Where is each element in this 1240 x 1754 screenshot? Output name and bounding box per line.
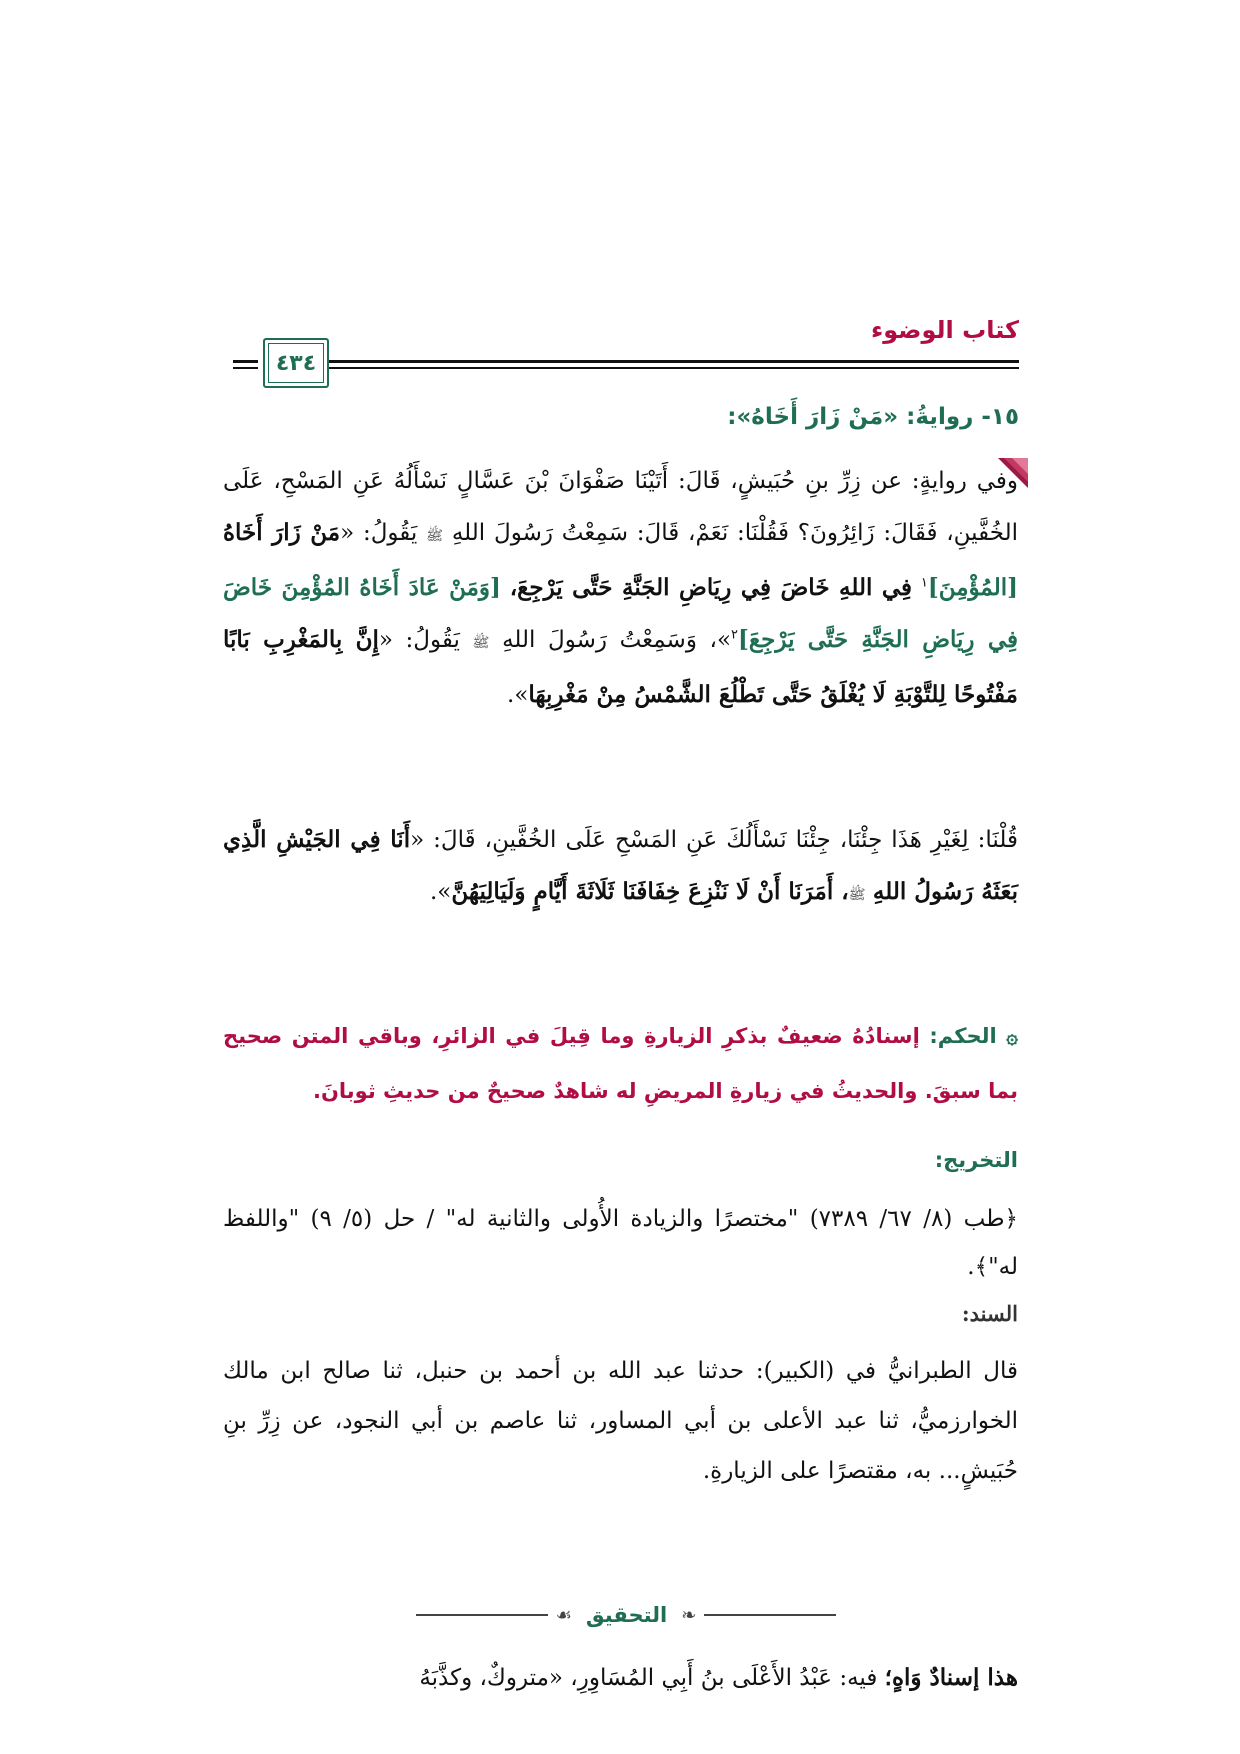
hadith-text: ». bbox=[429, 879, 452, 905]
hadith-bold: إِنَّ بِالمَغْرِبِ بَابًا مَفْتُوحًا لِلتَّوْبَةِ لَا يُغْلَقُ حَتَّى تَطْلُعَ الشَّمْسُ مِنْ مَغْرِبِهَا bbox=[223, 626, 1018, 708]
star-ornament-icon: ۞ bbox=[1006, 1024, 1019, 1048]
salawat-icon: ﷺ bbox=[472, 635, 490, 651]
takhrij-text: ﴿طب (٨/ ٦٧/ ٧٣٨٩) "مختصرًا والزيادة الأُولى والثانية له" / حل (٥/ ٩) "واللفظ له"﴾. bbox=[223, 1206, 1018, 1280]
hadith-bold: فِي اللهِ خَاضَ فِي رِيَاضِ الجَنَّةِ حَتَّى يَرْجِعَ، bbox=[509, 574, 913, 601]
footnote-marker: ٢ bbox=[731, 627, 739, 643]
salawat-icon: ﷺ bbox=[848, 887, 866, 903]
tahqiq-divider bbox=[233, 1600, 1019, 1630]
divider-line bbox=[704, 1614, 836, 1616]
header-rule-left bbox=[233, 360, 258, 363]
ruling-label: الحكم: bbox=[929, 1024, 997, 1048]
header-rule-left-thin bbox=[233, 367, 258, 369]
hadith-text: وفي روايةٍ: عن زِرِّ بنِ حُبَيشٍ، قَالَ: أَتَيْنَا صَفْوَانَ بْنَ عَسَّالٍ نَسْأَلُهُ عَنِ المَسْحِ، عَلَى الخُفَّينِ، فَقَالَ: زَائِرُونَ؟ فَقُلْنَا: نَعَمْ، قَالَ: سَمِعْتُ رَسُولَ اللهِ bbox=[223, 468, 1019, 546]
tahqiq-text: فيه: عَبْدُ الأَعْلَى بنُ أَبِي المُسَاوِرِ، «متروكٌ، وكذَّبَهُ bbox=[419, 1665, 878, 1691]
tahqiq-bold: هذا إسنادٌ وَاهٍ؛ bbox=[884, 1664, 1018, 1691]
hadith-paragraph bbox=[223, 456, 1018, 721]
hadith-text: يَقُولُ: « bbox=[378, 627, 460, 653]
hadith-bold: مَنْ زَارَ أَخَاهُ bbox=[223, 519, 341, 546]
divider-ornament-icon: ☙ bbox=[555, 1604, 572, 1626]
hadith-bold: أَنَا فِي الجَيْشِ الَّذِي بَعَثَهُ رَسُولُ اللهِ bbox=[223, 826, 1018, 905]
header-rule bbox=[329, 360, 1019, 363]
ruling-block bbox=[223, 1009, 1018, 1119]
header-rule-thin bbox=[329, 367, 1019, 369]
salawat-icon: ﷺ bbox=[426, 528, 444, 544]
hadith-text: قُلْنَا: لِغَيْرِ هَذَا جِئْنَا، جِئْنَا نَسْأَلُكَ عَنِ المَسْحِ عَلَى الخُفَّينِ، قَالَ: « bbox=[410, 827, 1018, 853]
divider-line bbox=[416, 1614, 548, 1616]
sanad-heading: السند: bbox=[961, 1301, 1018, 1326]
divider-ornament-icon: ❧ bbox=[681, 1604, 697, 1626]
ruling-text: إسنادُهُ ضعيفٌ بذكرِ الزيارةِ وما قِيلَ في الزائرِ، وباقي المتن صحيح بما سبقَ. والحديثُ في زيارةِ المريضِ له شاهدٌ صحيحٌ من حديثِ ثوبانَ. bbox=[223, 1024, 1018, 1103]
footnote-marker: ١ bbox=[920, 575, 928, 591]
page-number: ٤٣٤ bbox=[275, 350, 317, 376]
hadith-paragraph bbox=[223, 814, 1018, 921]
page-header bbox=[233, 316, 1019, 386]
section-heading: ١٥- روايةُ: «مَنْ زَارَ أَخَاهُ»: bbox=[727, 404, 1019, 430]
tahqiq-heading: التحقيق bbox=[585, 1603, 668, 1627]
hadith-addition: [وَمَنْ عَادَ أَخَاهُ المُؤْمِنَ خَاضَ فِي رِيَاضِ الجَنَّةِ حَتَّى يَرْجِعَ] bbox=[223, 574, 1018, 653]
book-title: كتاب الوضوء bbox=[870, 316, 1019, 344]
takhrij-heading: التخريج: bbox=[934, 1148, 1018, 1172]
hadith-text: يَقُولُ: « bbox=[340, 520, 418, 546]
tahqiq-paragraph bbox=[223, 1652, 1018, 1704]
hadith-addition: [المُؤْمِنَ] bbox=[927, 574, 1019, 601]
sanad-text: قال الطبرانيُّ في (الكبير): حدثنا عبد الله بن أحمد بن حنبل، ثنا صالح ابن مالك الخوارزميُّ، ثنا عبد الأعلى بن أبي المساور، ثنا عاصم بن أبي النجود، عن زِرِّ بنِ حُبَيشٍ... به، مقتصرًا على الزيارةِ. bbox=[223, 1358, 1018, 1484]
hadith-text: »، وَسَمِعْتُ رَسُولَ اللهِ bbox=[502, 627, 732, 653]
hadith-bold: ، أَمَرَنَا أَنْ لَا نَنْزِعَ خِفَافَنَا ثَلَاثَةَ أَيَّامٍ وَلَيَالِيَهُنَّ bbox=[451, 878, 849, 905]
page-number-badge bbox=[263, 338, 329, 388]
hadith-text: ». bbox=[507, 682, 529, 708]
